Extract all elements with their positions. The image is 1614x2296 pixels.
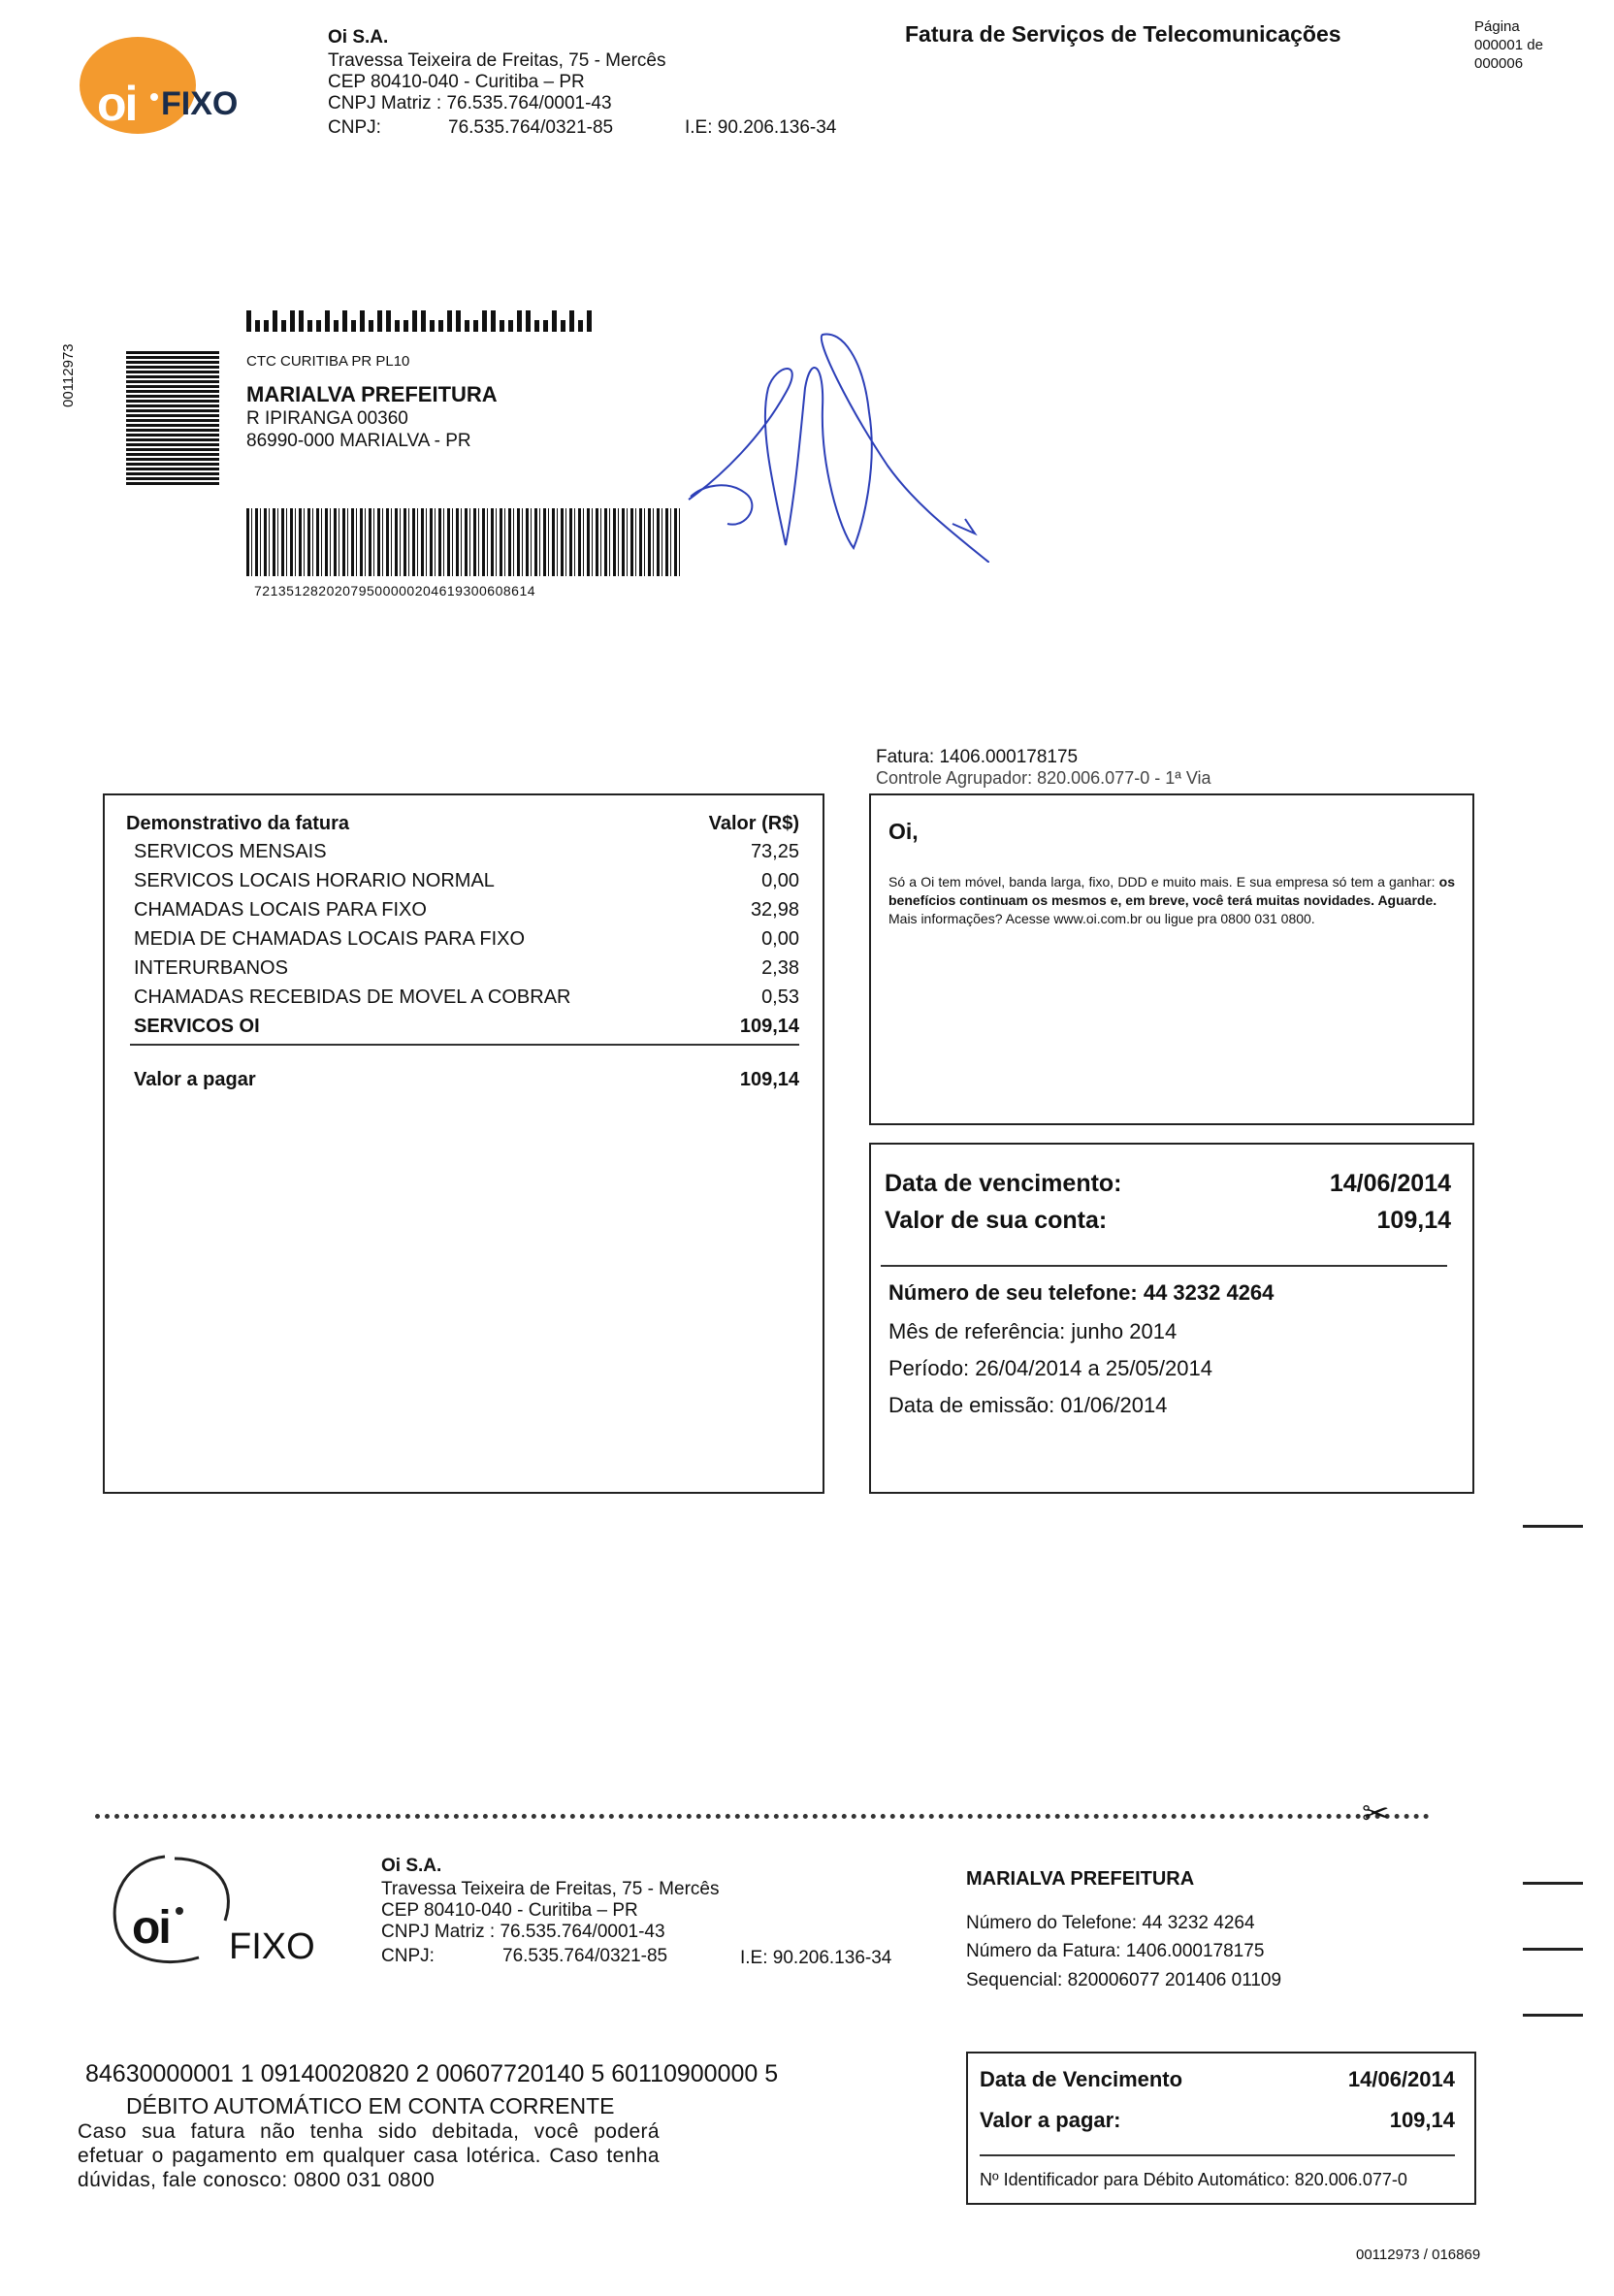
statement-value-header: Valor (R$) xyxy=(708,813,799,834)
statement-row xyxy=(105,928,823,957)
oi-fixo-logo xyxy=(78,27,252,134)
company-cep: CEP 80410-040 - Curitiba – PR xyxy=(328,72,585,92)
message-line2: Mais informações? Acesse www.oi.com.br ou ligue pra 0800 031 0800. xyxy=(888,911,1315,926)
billing-period: Período: 26/04/2014 a 25/05/2014 xyxy=(888,1356,1212,1380)
slip-payment-box xyxy=(966,2052,1476,2205)
invoice-number: Fatura: 1406.000178175 xyxy=(876,747,1079,767)
statement-row xyxy=(105,899,823,928)
slip-sequence: Sequencial: 820006077 201406 01109 xyxy=(966,1970,1282,1990)
row-label: INTERURBANOS xyxy=(134,957,288,979)
slip-cnpj-label: CNPJ: xyxy=(381,1946,435,1966)
page-indicator xyxy=(1474,17,1543,73)
message-body xyxy=(888,873,1455,928)
edge-mark xyxy=(1523,1948,1583,1951)
statement-row xyxy=(105,986,823,1016)
debit-text: Caso sua fatura não tenha sido debitada, você poderá efetuar o pagamento em qualquer casa lotérica. Caso tenha dúvidas, fale conosco: 0800 031 0800 xyxy=(78,2120,660,2191)
edge-mark xyxy=(1523,1525,1583,1528)
footer-code: 00112973 / 016869 xyxy=(1356,2247,1481,2263)
cut-line xyxy=(95,1814,1430,1819)
slip-phone: Número do Telefone: 44 3232 4264 xyxy=(966,1913,1255,1933)
side-stacked-barcode xyxy=(126,351,219,485)
message-line1-bold: os benefícios continuam os mesmos e, em breve, você terá muitas novidades. Aguarde. xyxy=(888,874,1456,908)
emission-date: Data de emissão: 01/06/2014 xyxy=(888,1393,1168,1417)
statement-title: Demonstrativo da fatura xyxy=(126,813,350,834)
statement-box xyxy=(103,793,824,1494)
slip-ie: I.E: 90.206.136-34 xyxy=(740,1948,892,1968)
company-cnpj-matriz: CNPJ Matriz : 76.535.764/0001-43 xyxy=(328,93,612,113)
phone-number: Número de seu telefone: 44 3232 4264 xyxy=(888,1280,1275,1305)
row-value: 0,00 xyxy=(761,870,799,891)
row-label: MEDIA DE CHAMADAS LOCAIS PARA FIXO xyxy=(134,928,526,950)
edge-mark xyxy=(1523,2014,1583,2017)
edge-mark xyxy=(1523,1882,1583,1885)
logo-oi-text: oi xyxy=(97,77,137,131)
mail-barcode-number: 72135128202079500000204619300608614 xyxy=(254,583,536,598)
slip-company-cnpj-matriz: CNPJ Matriz : 76.535.764/0001-43 xyxy=(381,1922,665,1942)
slip-company-info xyxy=(381,1856,719,1943)
recipient-city: 86990-000 MARIALVA - PR xyxy=(246,431,471,451)
slip-pay-value: 109,14 xyxy=(1389,2108,1455,2132)
row-value: 0,53 xyxy=(761,986,799,1008)
message-box xyxy=(869,793,1474,1125)
message-line1: Só a Oi tem móvel, banda larga, fixo, DDD e muito mais. E sua empresa só tem a ganhar: xyxy=(888,874,1436,889)
row-value: 2,38 xyxy=(761,957,799,979)
slip-debit-id: Nº Identificador para Débito Automático: 820.006.077-0 xyxy=(980,2170,1407,2189)
statement-separator xyxy=(130,1044,799,1046)
statement-row xyxy=(105,841,823,870)
page-value: 000001 de xyxy=(1474,37,1543,53)
slip-company-cep: CEP 80410-040 - Curitiba – PR xyxy=(381,1900,638,1921)
signature-scribble xyxy=(669,320,989,563)
group-control: Controle Agrupador: 820.006.077-0 - 1ª Via xyxy=(876,768,1211,788)
row-label: SERVICOS OI xyxy=(134,1016,260,1037)
company-cnpj-value: 76.535.764/0321-85 xyxy=(448,117,614,138)
company-name: Oi S.A. xyxy=(328,27,389,48)
document-title: Fatura de Serviços de Telecomunicações xyxy=(905,21,1341,47)
reference-month: Mês de referência: junho 2014 xyxy=(888,1319,1178,1343)
statement-row xyxy=(105,957,823,986)
company-ie: I.E: 90.206.136-34 xyxy=(685,117,837,138)
row-label: CHAMADAS RECEBIDAS DE MOVEL A COBRAR xyxy=(134,986,571,1008)
total-value: 109,14 xyxy=(739,1069,799,1090)
amount-label: Valor de sua conta: xyxy=(885,1207,1108,1234)
slip-company-address: Travessa Teixeira de Freitas, 75 - Mercês xyxy=(381,1879,720,1899)
row-label: CHAMADAS LOCAIS PARA FIXO xyxy=(134,899,427,921)
slip-logo xyxy=(107,1853,330,1979)
page-total: 000006 xyxy=(1474,55,1524,72)
page-label: Página xyxy=(1474,18,1520,35)
slip-separator xyxy=(980,2154,1455,2156)
company-info xyxy=(328,27,665,114)
due-date-value: 14/06/2014 xyxy=(1329,1170,1451,1197)
scissors-icon: ✂ xyxy=(1362,1795,1390,1832)
postal-barcode-top xyxy=(246,305,596,332)
company-address: Travessa Teixeira de Freitas, 75 - Mercês xyxy=(328,50,666,71)
company-cnpj-label: CNPJ: xyxy=(328,117,381,138)
message-greeting: Oi, xyxy=(888,819,919,844)
slip-pay-label: Valor a pagar: xyxy=(980,2108,1121,2132)
mail-barcode xyxy=(246,508,683,576)
recipient-street: R IPIRANGA 00360 xyxy=(246,408,408,429)
slip-due-label: Data de Vencimento xyxy=(980,2067,1183,2091)
recipient-name: MARIALVA PREFEITURA xyxy=(246,382,498,406)
slip-logo-fixo-text: FIXO xyxy=(229,1926,315,1967)
slip-customer: MARIALVA PREFEITURA xyxy=(966,1868,1195,1890)
logo-fixo-text: FIXO xyxy=(161,85,239,122)
due-date-label: Data de vencimento: xyxy=(885,1170,1122,1197)
side-code: 00112973 xyxy=(60,343,77,407)
statement-row xyxy=(105,870,823,899)
row-label: SERVICOS MENSAIS xyxy=(134,841,327,862)
ctc-line: CTC CURITIBA PR PL10 xyxy=(246,353,410,370)
slip-due-value: 14/06/2014 xyxy=(1347,2067,1455,2091)
row-value: 0,00 xyxy=(761,928,799,950)
row-value: 32,98 xyxy=(750,899,799,921)
amount-value: 109,14 xyxy=(1376,1207,1451,1234)
slip-invoice: Número da Fatura: 1406.000178175 xyxy=(966,1941,1265,1961)
slip-company-name: Oi S.A. xyxy=(381,1856,442,1876)
slip-logo-oi-text: oi xyxy=(132,1902,170,1954)
summary-separator xyxy=(881,1265,1447,1267)
debit-title: DÉBITO AUTOMÁTICO EM CONTA CORRENTE xyxy=(126,2093,615,2118)
row-label: SERVICOS LOCAIS HORARIO NORMAL xyxy=(134,870,495,891)
digitable-line: 84630000001 1 09140020820 2 00607720140 5 60110900000 5 xyxy=(85,2060,779,2087)
row-value: 109,14 xyxy=(739,1016,799,1037)
summary-box xyxy=(869,1143,1474,1494)
slip-cnpj-value: 76.535.764/0321-85 xyxy=(502,1946,668,1966)
row-value: 73,25 xyxy=(750,841,799,862)
total-label: Valor a pagar xyxy=(134,1069,256,1090)
statement-row-subtotal xyxy=(105,1016,823,1045)
statement-total-row xyxy=(105,1069,823,1098)
